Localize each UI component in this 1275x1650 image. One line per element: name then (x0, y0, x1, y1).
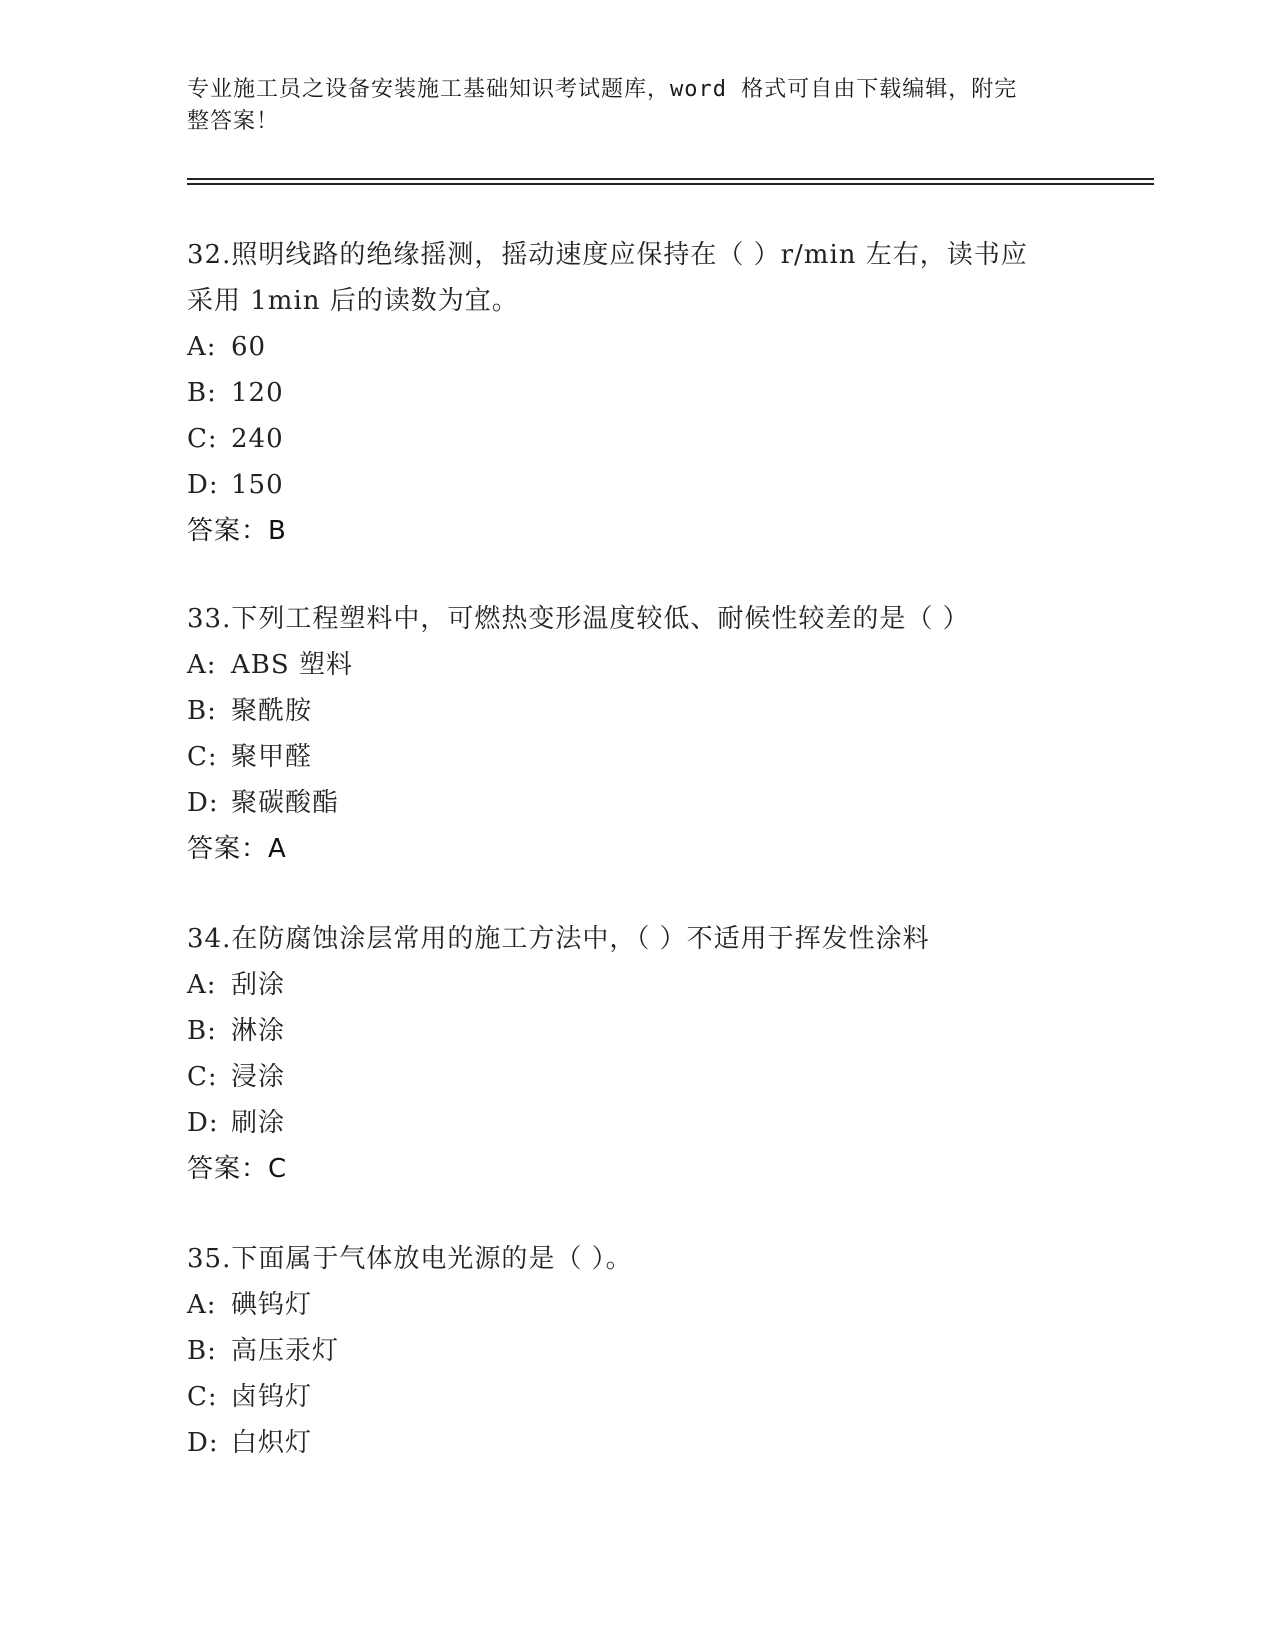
option-text: 刷涂 (231, 1108, 286, 1138)
option-key: D: (187, 788, 219, 818)
option-key: D: (187, 1428, 219, 1458)
question-stem-line-1: 32.照明线路的绝缘摇测，摇动速度应保持在（ ）r/min 左右，读书应 (187, 240, 1028, 270)
option-b (187, 370, 1087, 416)
option-key: B: (187, 696, 217, 726)
option-text: 聚甲醛 (231, 742, 313, 772)
option-key: C: (187, 1382, 218, 1412)
option-text: 刮涂 (231, 970, 286, 1000)
option-c (187, 1054, 1087, 1100)
answer-line: 答案：B (187, 516, 287, 546)
option-key: A: (187, 970, 217, 1000)
question-34 (187, 916, 1087, 1192)
option-d (187, 1420, 1087, 1466)
option-text: 60 (231, 332, 267, 362)
option-text: 240 (231, 424, 284, 454)
option-text: 聚酰胺 (231, 696, 313, 726)
option-c (187, 1374, 1087, 1420)
option-text: ABS 塑料 (231, 650, 353, 680)
option-key: C: (187, 1062, 218, 1092)
question-stem-line-1: 35.下面属于气体放电光源的是（ ）。 (187, 1244, 633, 1274)
option-a (187, 1282, 1087, 1328)
option-text: 120 (231, 378, 284, 408)
option-key: A: (187, 332, 217, 362)
option-key: B: (187, 378, 217, 408)
option-key: D: (187, 470, 219, 500)
question-33 (187, 596, 1087, 872)
option-a (187, 324, 1087, 370)
option-b (187, 1008, 1087, 1054)
question-stem-line-2: 采用 1min 后的读数为宜。 (187, 286, 519, 316)
document-header (187, 74, 1067, 138)
question-stem-line-1: 34.在防腐蚀涂层常用的施工方法中，（ ）不适用于挥发性涂料 (187, 924, 930, 954)
option-c (187, 734, 1087, 780)
option-key: D: (187, 1108, 219, 1138)
option-b (187, 1328, 1087, 1374)
option-key: A: (187, 1290, 217, 1320)
option-text: 150 (231, 470, 284, 500)
option-d (187, 462, 1087, 508)
header-divider-top (187, 178, 1154, 180)
option-key: B: (187, 1016, 217, 1046)
option-key: C: (187, 742, 218, 772)
option-b (187, 688, 1087, 734)
header-line-2: 整答案！ (187, 109, 280, 134)
option-text: 碘钨灯 (231, 1290, 313, 1320)
option-c (187, 416, 1087, 462)
option-text: 卤钨灯 (231, 1382, 313, 1412)
option-a (187, 642, 1087, 688)
option-key: A: (187, 650, 217, 680)
option-text: 高压汞灯 (231, 1336, 340, 1366)
option-text: 浸涂 (231, 1062, 286, 1092)
question-32 (187, 232, 1087, 554)
option-d (187, 1100, 1087, 1146)
question-stem-line-1: 33.下列工程塑料中，可燃热变形温度较低、耐候性较差的是（ ） (187, 604, 970, 634)
header-line-1: 专业施工员之设备安装施工基础知识考试题库，word 格式可自由下载编辑，附完 (187, 77, 1018, 102)
question-35 (187, 1236, 1087, 1466)
answer-line: 答案：A (187, 834, 287, 864)
option-a (187, 962, 1087, 1008)
option-d (187, 780, 1087, 826)
option-text: 聚碳酸酯 (231, 788, 340, 818)
option-key: C: (187, 424, 218, 454)
option-text: 淋涂 (231, 1016, 286, 1046)
option-text: 白炽灯 (231, 1428, 313, 1458)
answer-line: 答案：C (187, 1154, 288, 1184)
option-key: B: (187, 1336, 217, 1366)
header-divider-bottom (187, 183, 1154, 185)
